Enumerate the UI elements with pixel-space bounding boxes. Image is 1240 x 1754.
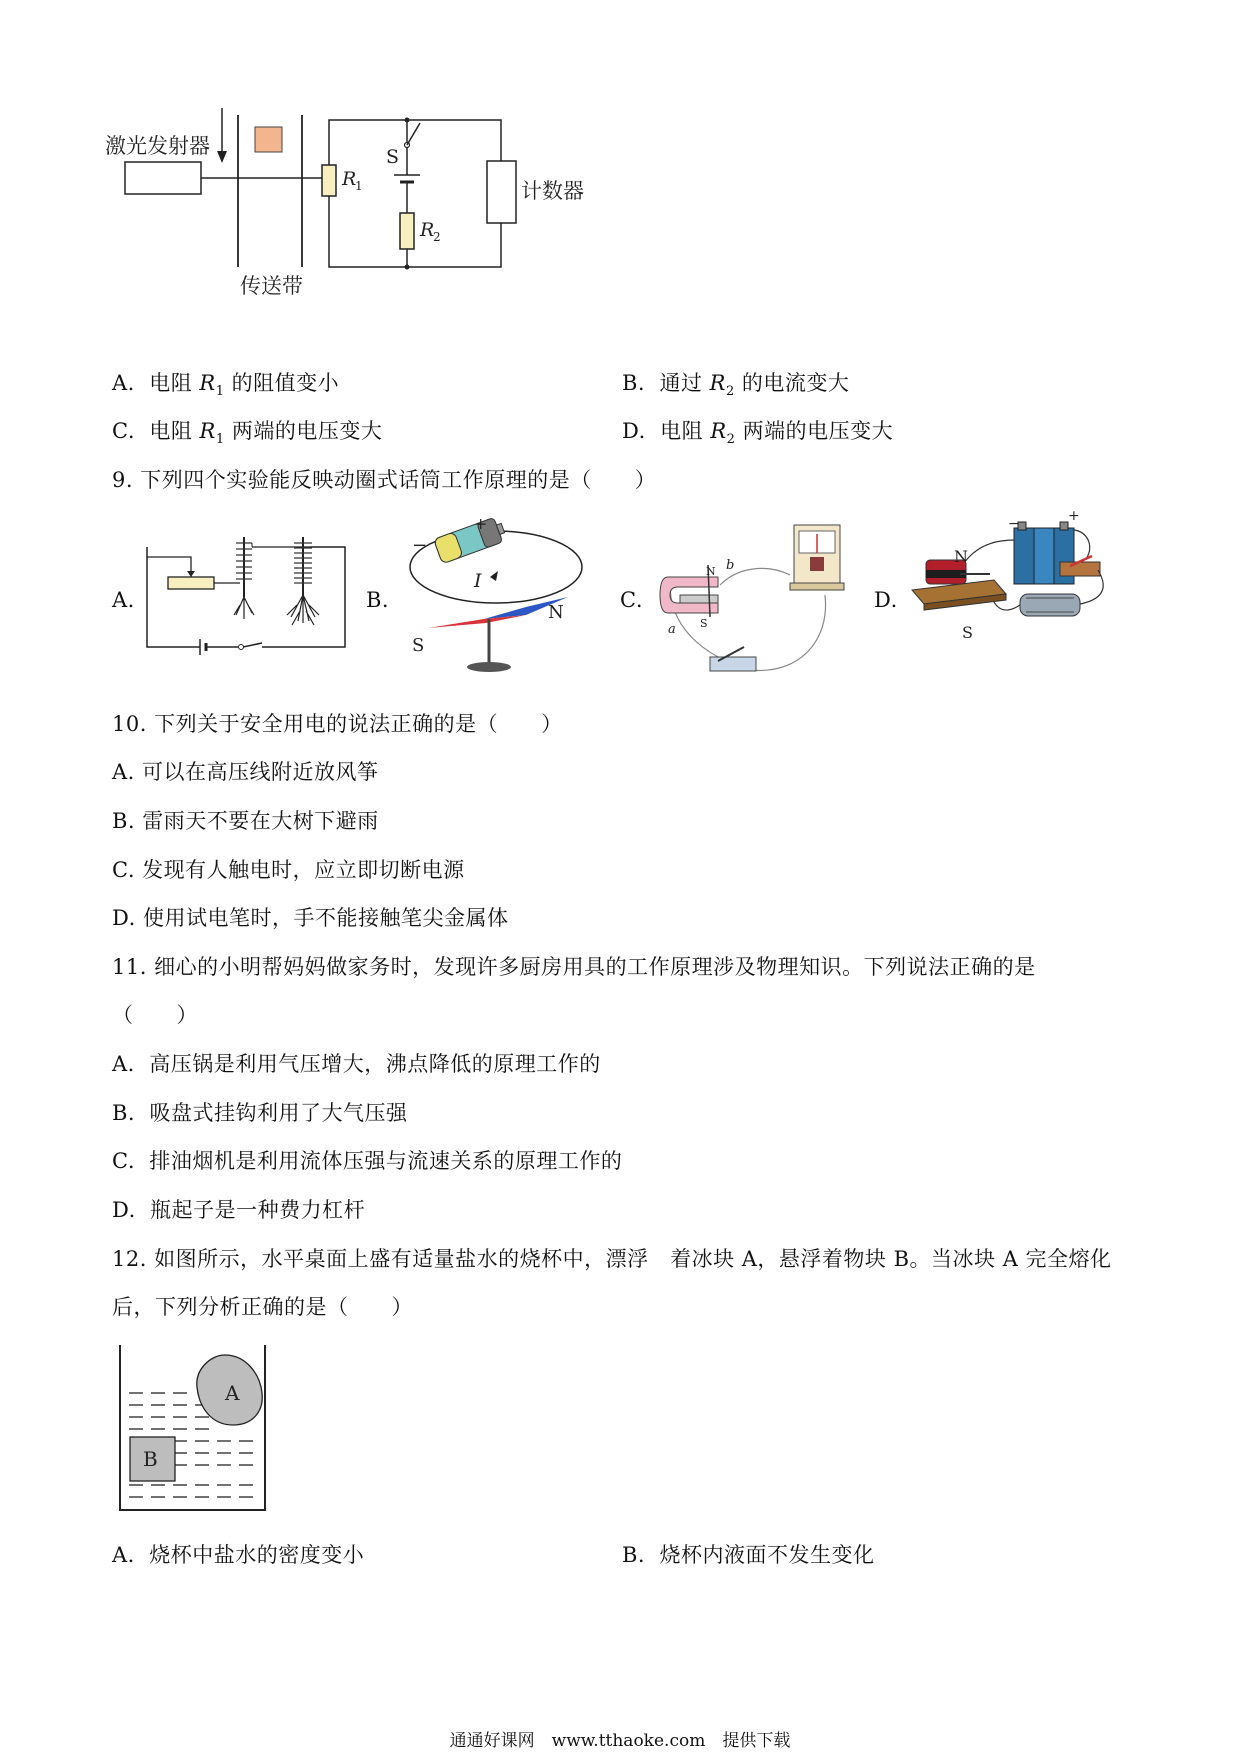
q11-option-d: D. 瓶起子是一种费力杠杆 [112,1198,366,1222]
q10-stem: 10. 下列关于安全用电的说法正确的是（ ） [112,712,563,736]
q10-option-a: A. 可以在高压线附近放风筝 [112,760,379,784]
q9-figure-b-oersted [398,515,588,685]
svg-text:B: B [143,1447,158,1471]
q8-option-a: A. 电阻 $R_1$ 的阻值变小 [112,371,340,400]
svg-text:N: N [706,565,716,578]
svg-text:N: N [954,547,968,566]
q11-option-c: C. 排油烟机是利用流体压强与流速关系的原理工作的 [112,1149,623,1173]
svg-text:S: S [700,617,708,630]
svg-text:+: + [1068,508,1080,524]
svg-text:−: − [1008,516,1020,532]
belt-object [255,127,282,152]
switch-blade [407,123,420,145]
switch-label: S [386,146,400,168]
q8-option-c: C. 电阻 $R_1$ 两端的电压变大 [112,419,383,448]
q8-option-b: B. 通过 $R_2$ 的电流变大 [622,371,850,400]
r2-resistor [400,213,414,249]
svg-text:−: − [412,535,428,556]
svg-text:S: S [412,635,425,656]
beaker-figure [115,1345,275,1515]
page-footer: 通通好课网 www.tthaoke.com 提供下载 [449,1731,791,1751]
horseshoe-magnet-d [912,560,1006,610]
q10-option-c: C. 发现有人触电时，应立即切断电源 [112,858,465,882]
galvanometer [790,525,844,590]
svg-text:1: 1 [355,179,363,193]
rheostat-d [1020,594,1080,616]
q12-stem: 12. 如图所示，水平桌面上盛有适量盐水的烧杯中，漂浮 着冰块 A，悬浮着物块 B。当冰块 A 完全熔化 [112,1247,1112,1271]
electromagnet-coil-1 [234,537,254,619]
conveyor-label: 传送带 [240,274,303,298]
q9-figure-c-induction [660,525,850,685]
svg-text:a: a [668,622,676,637]
q8-option-d: D. 电阻 $R_2$ 两端的电压变大 [622,419,894,448]
q9-figure-d-motor [910,508,1110,680]
rheostat [168,577,214,589]
svg-text:+: + [474,514,488,533]
laser-emitter-box [125,162,201,194]
laser-emitter-label: 激光发射器 [105,134,210,158]
svg-text:b: b [726,558,735,573]
q12-option-a: A. 烧杯中盐水的密度变小 [112,1543,365,1567]
q12-option-b: B. 烧杯内液面不发生变化 [622,1543,875,1567]
counter-box [487,161,516,223]
q11-stem: 11. 细心的小明帮妈妈做家务时，发现许多厨房用具的工作原理涉及物理知识。下列说法正确的是 [112,955,1036,979]
electromagnet-coil-2 [287,537,319,625]
laser-counter-circuit-figure [100,105,660,345]
q9-label-a: A. [112,588,135,612]
q9-figure-a-electromagnets [140,535,355,655]
svg-text:A: A [225,1381,240,1405]
battery-cell [434,516,508,564]
compass-needle [428,597,568,672]
svg-text:R: R [342,168,357,190]
q9-label-b: B. [366,588,390,612]
q11-option-a: A. 高压锅是利用气压增大，沸点降低的原理工作的 [112,1052,601,1076]
q10-option-b: B. 雷雨天不要在大树下避雨 [112,809,379,833]
svg-text:I: I [474,570,482,592]
svg-text:N: N [548,602,564,623]
q9-label-d: D. [874,588,898,612]
r1-resistor [322,165,336,196]
svg-text:R: R [420,219,435,241]
q9-stem: 9. 下列四个实验能反映动圈式话筒工作原理的是（ ） [112,468,657,492]
q11-stem-cont: （ ） [112,1003,198,1027]
q12-stem-cont: 后，下列分析正确的是（ ） [112,1295,413,1319]
q10-option-d: D. 使用试电笔时，手不能接触笔尖金属体 [112,906,509,930]
svg-text:S: S [962,623,973,642]
counter-label: 计数器 [521,179,584,203]
q9-label-c: C. [620,588,643,612]
q11-option-b: B. 吸盘式挂钩利用了大气压强 [112,1101,408,1125]
knife-switch [710,647,756,671]
svg-text:2: 2 [433,230,441,244]
